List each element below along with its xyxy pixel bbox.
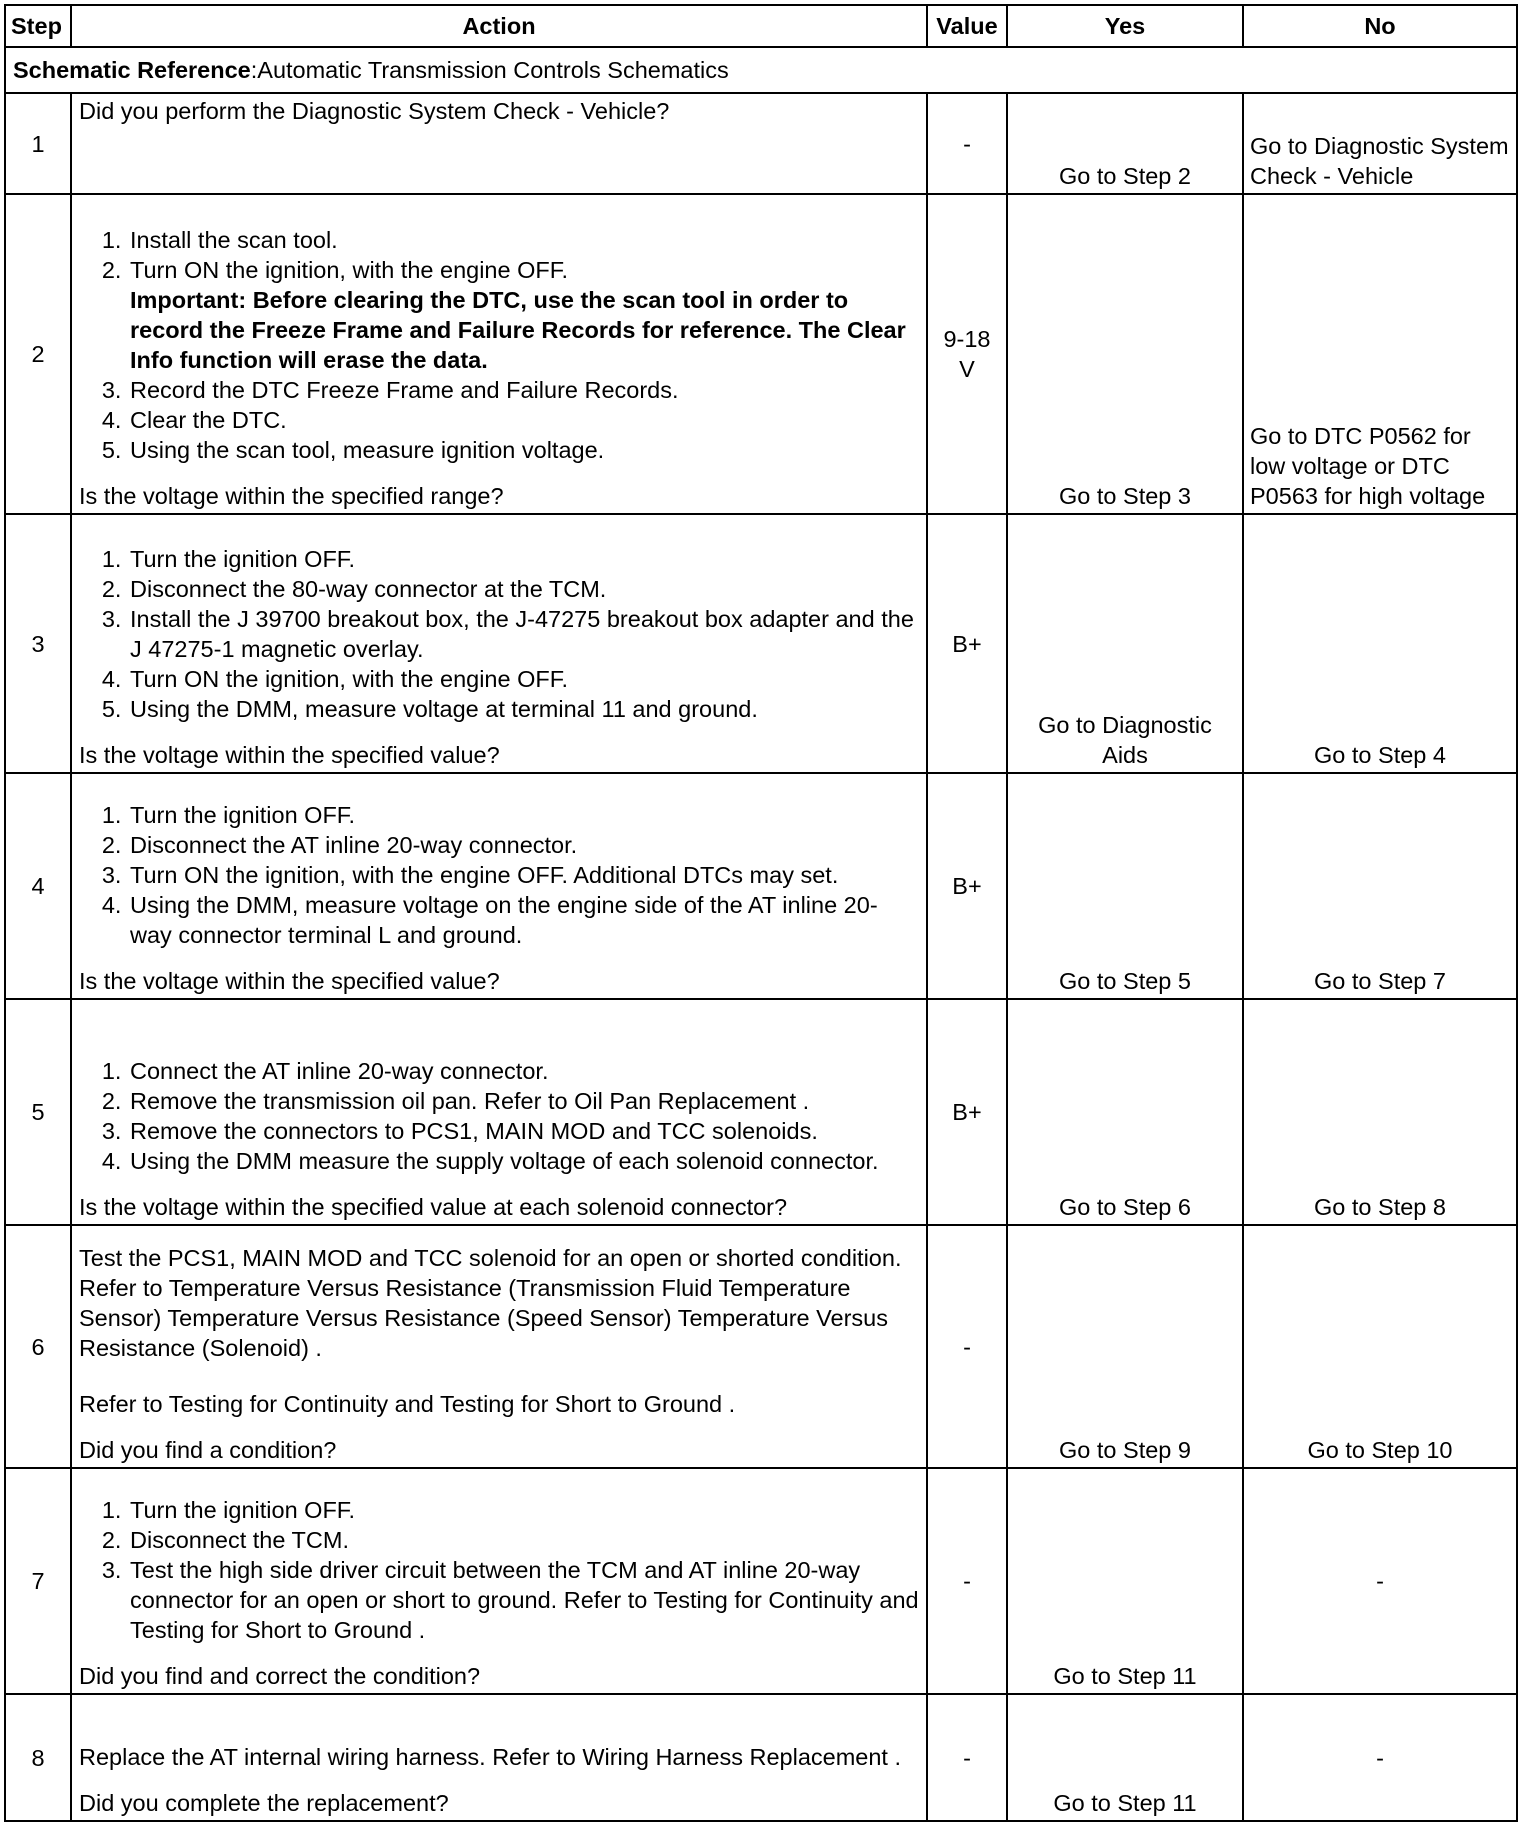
yes-cell[interactable]: Go to Step 2 [1007,93,1243,194]
action-steps-list [79,544,919,724]
list-item: 1. Turn the ignition OFF. [128,544,919,574]
action-cell [71,999,927,1225]
yes-column-header: Yes [1007,5,1243,47]
schematic-reference-label: Schematic Reference [13,57,251,83]
value-cell: B+ [927,514,1007,773]
list-item: 2. Disconnect the TCM. [128,1525,919,1555]
list-item: 3. Turn ON the ignition, with the engine OFF. Additional DTCs may set. [128,860,919,890]
table-row [5,1468,1517,1694]
no-cell: - [1243,1468,1517,1694]
step-column-header: Step [5,5,71,47]
table-row [5,773,1517,999]
list-item: 1. Turn the ignition OFF. [128,800,919,830]
action-column-header: Action [71,5,927,47]
value-cell: - [927,1694,1007,1821]
no-cell[interactable]: Go to Diagnostic System Check - Vehicle [1243,93,1517,194]
no-cell[interactable]: Go to Step 7 [1243,773,1517,999]
value-cell: - [927,1225,1007,1468]
action-cell [71,514,927,773]
action-steps-list [79,225,919,465]
list-item: 4. Turn ON the ignition, with the engine OFF. [128,664,919,694]
list-item: 1. Install the scan tool. [128,225,919,255]
action-question: Did you perform the Diagnostic System Check - Vehicle? [79,98,670,124]
no-cell[interactable]: Go to Step 8 [1243,999,1517,1225]
value-cell: B+ [927,999,1007,1225]
schematic-reference-link[interactable]: :Automatic Transmission Controls Schematics [250,57,729,83]
value-cell: B+ [927,773,1007,999]
list-item: 1. Turn the ignition OFF. [128,1495,919,1525]
action-steps-list [79,1056,919,1176]
action-cell [71,194,927,514]
list-item: 4. Using the DMM, measure voltage on the engine side of the AT inline 20-way connector terminal L and ground. [128,890,919,950]
action-question: Is the voltage within the specified value? [79,968,500,994]
action-question: Did you complete the replacement? [79,1790,449,1816]
action-paragraph: Replace the AT internal wiring harness. Refer to Wiring Harness Replacement . [79,1744,902,1770]
list-item: 3. Install the J 39700 breakout box, the J-47275 breakout box adapter and the J 47275-1 magnetic overlay. [128,604,919,664]
action-cell [71,1468,927,1694]
table-row [5,93,1517,194]
list-item: 2. Remove the transmission oil pan. Refer to Oil Pan Replacement . [128,1086,919,1116]
list-item: 5. Using the scan tool, measure ignition voltage. [128,435,919,465]
yes-cell[interactable]: Go to Step 9 [1007,1225,1243,1468]
step-number: 3 [5,514,71,773]
list-item: 3. Remove the connectors to PCS1, MAIN MOD and TCC solenoids. [128,1116,919,1146]
action-paragraph: Refer to Testing for Continuity and Testing for Short to Ground . [79,1391,736,1417]
action-question: Is the voltage within the specified value at each solenoid connector? [79,1194,788,1220]
list-item: 3. Test the high side driver circuit between the TCM and AT inline 20-way connector for an open or short to ground. Refer to Testing for Continuity and Testing for Short to Ground . [128,1555,919,1645]
step-number: 7 [5,1468,71,1694]
table-row [5,514,1517,773]
table-row [5,999,1517,1225]
step-number: 2 [5,194,71,514]
action-question: Did you find a condition? [79,1437,337,1463]
list-item: 2. Disconnect the AT inline 20-way connector. [128,830,919,860]
yes-cell[interactable]: Go to Diagnostic Aids [1007,514,1243,773]
list-item: 1. Connect the AT inline 20-way connector. [128,1056,919,1086]
schematic-reference-row [5,47,1517,93]
no-cell[interactable]: Go to Step 4 [1243,514,1517,773]
list-item-text: Turn ON the ignition, with the engine OFF. [130,257,569,283]
no-cell[interactable]: Go to Step 10 [1243,1225,1517,1468]
yes-cell[interactable]: Go to Step 6 [1007,999,1243,1225]
action-paragraph: Test the PCS1, MAIN MOD and TCC solenoid for an open or shorted condition. Refer to Temperature Versus Resistance (Transmission Fluid Temperature Sensor) Temperature Versus Resistance (Speed Sensor) Temperature Versus Resistance (Solenoid) . [79,1245,902,1361]
value-cell: 9-18 V [927,194,1007,514]
step-number: 8 [5,1694,71,1821]
diagnostic-table-container [4,4,1516,1822]
no-column-header: No [1243,5,1517,47]
important-note: Important: Before clearing the DTC, use the scan tool in order to record the Freeze Frame and Failure Records for reference. The Clear Info function will erase the data. [130,287,906,373]
no-cell[interactable]: Go to DTC P0562 for low voltage or DTC P0563 for high voltage [1243,194,1517,514]
yes-cell[interactable]: Go to Step 5 [1007,773,1243,999]
action-cell [71,93,927,194]
list-item: 4. Using the DMM measure the supply voltage of each solenoid connector. [128,1146,919,1176]
diagnostic-table [4,4,1518,1822]
action-question: Is the voltage within the specified range? [79,483,504,509]
table-row [5,1694,1517,1821]
action-cell [71,773,927,999]
action-steps-list [79,800,919,950]
header-row [5,5,1517,47]
action-question: Did you find and correct the condition? [79,1663,481,1689]
list-item [128,255,919,375]
step-number: 4 [5,773,71,999]
list-item: 3. Record the DTC Freeze Frame and Failure Records. [128,375,919,405]
value-cell: - [927,1468,1007,1694]
list-item: 2. Disconnect the 80-way connector at the TCM. [128,574,919,604]
step-number: 6 [5,1225,71,1468]
step-number: 5 [5,999,71,1225]
list-item: 5. Using the DMM, measure voltage at terminal 11 and ground. [128,694,919,724]
table-row [5,1225,1517,1468]
yes-cell[interactable]: Go to Step 3 [1007,194,1243,514]
no-cell: - [1243,1694,1517,1821]
action-cell [71,1225,927,1468]
action-question: Is the voltage within the specified value? [79,742,500,768]
value-cell: - [927,93,1007,194]
action-cell [71,1694,927,1821]
action-steps-list [79,1495,919,1645]
yes-cell[interactable]: Go to Step 11 [1007,1694,1243,1821]
step-number: 1 [5,93,71,194]
schematic-reference [5,47,1517,93]
list-item: 4. Clear the DTC. [128,405,919,435]
yes-cell[interactable]: Go to Step 11 [1007,1468,1243,1694]
table-row [5,194,1517,514]
value-column-header: Value [927,5,1007,47]
